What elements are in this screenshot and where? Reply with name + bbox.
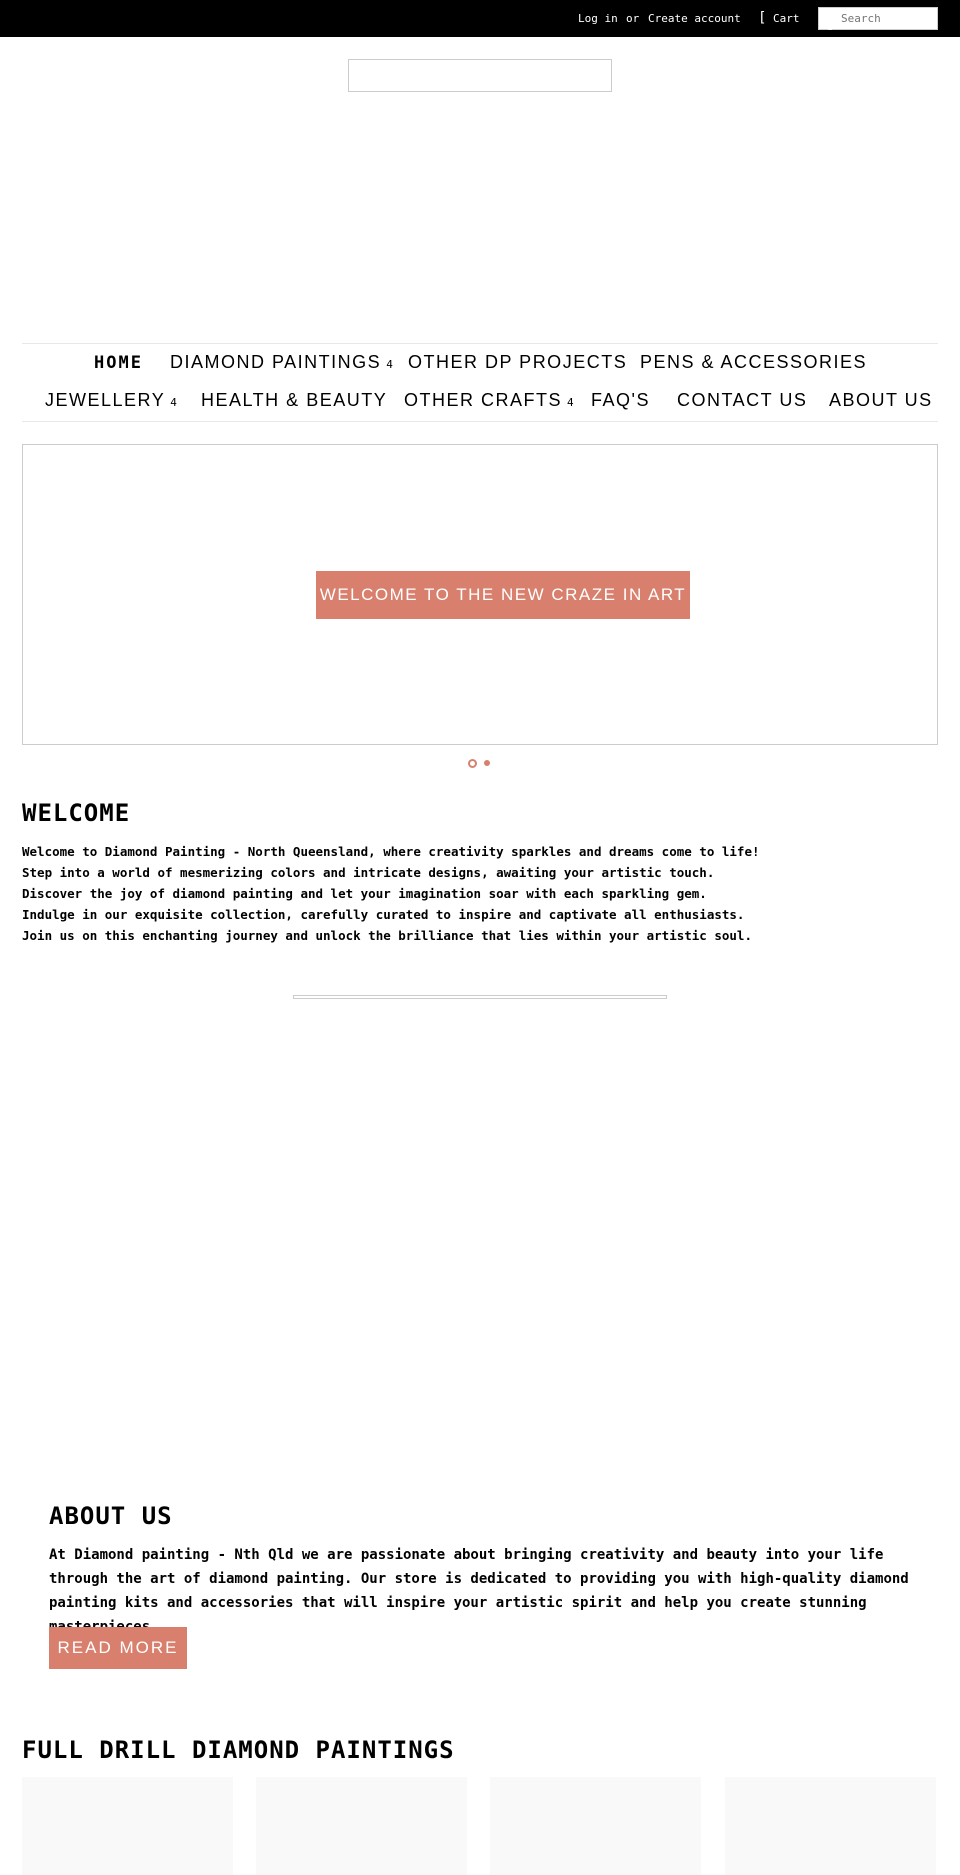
create-account-link[interactable]: Create account [648, 12, 741, 25]
nav-other-crafts[interactable] [404, 390, 575, 411]
nav-other-dp-projects[interactable]: OTHER DP PROJECTS [408, 352, 628, 372]
welcome-line: Indulge in our exquisite collection, carefully curated to inspire and captivate all enthusiasts. [22, 907, 745, 922]
nav-divider-top [22, 343, 938, 344]
top-bar [0, 0, 960, 37]
product-card[interactable] [490, 1777, 701, 1875]
nav-health-beauty[interactable]: HEALTH & BEAUTY [201, 390, 388, 410]
nav-about-us[interactable]: ABOUT US [829, 390, 933, 410]
product-card[interactable] [22, 1777, 233, 1875]
welcome-line: Welcome to Diamond Painting - North Queensland, where creativity sparkles and dreams come to life! [22, 844, 760, 859]
search-box[interactable] [818, 7, 938, 33]
nav-divider-bottom [22, 421, 938, 422]
site-logo[interactable] [348, 59, 612, 92]
hero-slideshow[interactable] [22, 444, 938, 745]
nav-pens-accessories[interactable]: PENS & ACCESSORIES [640, 352, 868, 372]
dropdown-arrow-icon: 4 [386, 358, 395, 371]
login-link[interactable]: Log in [578, 12, 618, 25]
or-text: or [626, 12, 640, 25]
dropdown-arrow-icon: 4 [567, 396, 576, 409]
nav-faqs[interactable]: FAQ'S [591, 390, 650, 410]
about-text: At Diamond painting - Nth Qld we are passionate about bringing creativity and beauty into your life through the art of diamond painting. Our store is dedicated to providing you with high-quality diamond painting kits and accessories that will inspire your artistic spirit and help you create stunning [49, 1547, 909, 1611]
welcome-text [22, 841, 922, 946]
nav-contact-us[interactable]: CONTACT US [677, 390, 808, 410]
full-drill-heading: FULL DRILL DIAMOND PAINTINGS [22, 1736, 455, 1764]
nav-home[interactable]: HOME [94, 353, 143, 373]
nav-diamond-paintings[interactable] [170, 352, 394, 373]
welcome-line: Join us on this enchanting journey and unlock the brilliance that lies within your artistic soul. [22, 928, 752, 943]
nav-jewellery[interactable] [45, 390, 178, 411]
cart-icon[interactable]: [ [758, 10, 767, 26]
cart-link[interactable]: Cart [773, 12, 800, 25]
product-card[interactable] [256, 1777, 467, 1875]
hero-welcome-button[interactable]: WELCOME TO THE NEW CRAZE IN ART [316, 571, 690, 619]
slide-dot-1[interactable] [468, 759, 477, 768]
read-more-button[interactable]: READ MORE [49, 1627, 187, 1669]
welcome-heading: WELCOME [22, 799, 131, 827]
about-heading: ABOUT US [49, 1502, 173, 1530]
welcome-line: Discover the joy of diamond painting and let your imagination soar with each sparkling gem. [22, 886, 707, 901]
dropdown-arrow-icon: 4 [170, 396, 179, 409]
product-card[interactable] [725, 1777, 936, 1875]
welcome-line: Step into a world of mesmerizing colors and intricate designs, awaiting your artistic touch. [22, 865, 715, 880]
nav-label: DIAMOND PAINTINGS [170, 352, 382, 372]
slide-dot-2[interactable] [484, 760, 490, 766]
nav-label: OTHER CRAFTS [404, 390, 563, 410]
search-input[interactable] [841, 11, 935, 26]
nav-label: JEWELLERY [45, 390, 166, 410]
search-icon[interactable]: s [827, 20, 834, 33]
image-placeholder [293, 995, 667, 999]
